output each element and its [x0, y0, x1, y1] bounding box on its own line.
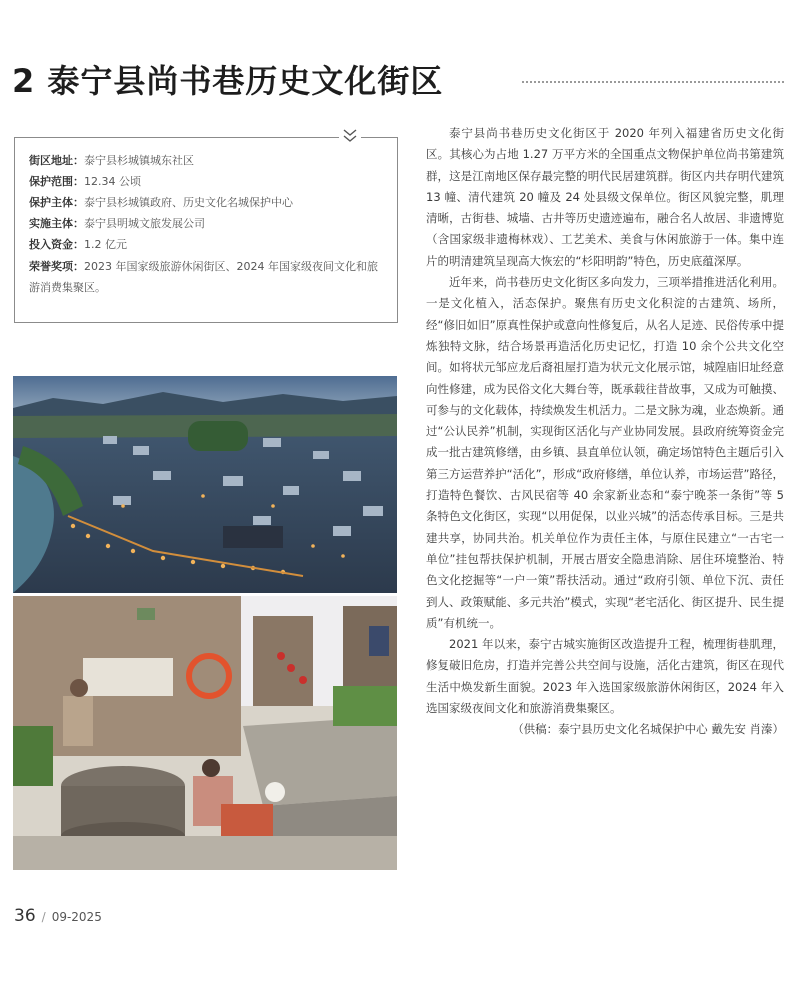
info-row-scope	[29, 175, 387, 189]
info-row-honors	[29, 256, 387, 298]
city-aerial-photo	[13, 376, 397, 593]
info-label: 荣誉奖项：	[29, 260, 84, 273]
info-label: 投入资金：	[29, 238, 84, 251]
info-list	[29, 154, 387, 305]
info-value: 12.34 公顷	[84, 175, 141, 188]
info-value: 1.2 亿元	[84, 238, 127, 251]
info-label: 保护主体：	[29, 196, 84, 209]
title-dotted-rule	[522, 81, 784, 83]
footer-separator: /	[41, 910, 46, 924]
info-label: 街区地址：	[29, 154, 84, 167]
article-paragraph: 近年来，尚书巷历史文化街区多向发力，三项举措推进活化利用。一是文化植入，活态保护。聚焦有历史文化积淀的古建筑、场所，经“修旧如旧”原真性保护或意向性修复后，从名人足迹、民俗传承中提炼独特文脉，结合场景再造活化历史记忆，打造 10 余个公共文化空间。如将状元邹应龙后裔祖屋打造为状元文化展示馆，城隍庙旧址经意向性修建，成为民俗文化大舞台等，既承载往昔故事，又成为可触摸、可参与的文化载体，持续焕发生机活力。二是文脉为魂，业态焕新。通过“公认民养”机制，实现街区活化与产业协同发展。县政府统筹资金完成一批古建筑修缮，由乡镇、县直单位认领，确定场馆特色主题后引入第三方运营养护“活化”，形成“政府修缮，单位认养，市场运营”路径，打造特色餐饮、古风民宿等 40 余家新业态和“泰宁晚茶一条街”等 5 条特色文化街区，实现“以用促保，以业兴城”的活态传承目标。三是共建共享，协同共治。机关单位作为责任主体，与原住民建立“一古宅一单位”挂包帮扶保护机制，开展古厝安全隐患消除、居住环境整治、特色文化挖掘等“一户一策”帮扶活动。通过“政府引领、单位下沉、责任到人、政策赋能、多元共治”模式，实现“老宅活化、街区提升、民生提质”有机统一。	[426, 275, 784, 630]
info-value: 泰宁县明城文旅发展公司	[84, 217, 205, 230]
page-footer	[14, 906, 102, 926]
info-value: 泰宁县杉城镇政府、历史文化名城保护中心	[84, 196, 293, 209]
issue-label: 09-2025	[51, 910, 102, 924]
info-row-investment	[29, 238, 387, 252]
article-paragraph: 泰宁县尚书巷历史文化街区于 2020 年列入福建省历史文化街区。其核心为占地 1.27 万平方米的全国重点文物保护单位尚书第建筑群，这是江南地区保存最完整的明代民居建筑群。街区内共存明代建筑 13 幢、清代建筑 20 幢及 24 处县级文保单位。街区风貌完整，肌理清晰，古街巷、城墙、古井等历史遗迹遍布，融合名人故居、非遗博览（含国家级非遗梅林戏）、工艺美术、美食与休闲旅游于一体。集中连片的明清建筑呈现高大恢宏的“杉阳明韵”特色，历史底蕴深厚。	[426, 126, 784, 268]
page-number: 36	[14, 906, 36, 926]
info-value: 泰宁县杉城镇城东社区	[84, 154, 194, 167]
article-paragraph: 2021 年以来，泰宁古城实施街区改造提升工程，梳理街巷肌理，修复破旧危房，打造并完善公共空间与设施，活化古建筑，街区在现代生活中焕发新生面貌。2023 年入选国家级旅游休闲街区，2024 年入选国家级夜间文化和旅游消费集聚区。	[426, 637, 784, 716]
info-row-implementer	[29, 217, 387, 231]
info-box	[14, 137, 398, 323]
double-chevron-down-icon	[339, 128, 361, 146]
info-label: 实施主体：	[29, 217, 84, 230]
article-body	[426, 123, 784, 741]
street-well-photo	[13, 596, 397, 870]
article-credit: （供稿：泰宁县历史文化名城保护中心 戴先安 肖溱）	[512, 722, 784, 737]
page-title: 2 泰宁县尚书巷历史文化街区	[12, 62, 444, 100]
info-value: 2023 年国家级旅游休闲街区、2024 年国家级夜间文化和旅游消费集聚区。	[29, 260, 378, 294]
info-row-protector	[29, 196, 387, 210]
info-row-address	[29, 154, 387, 168]
info-label: 保护范围：	[29, 175, 84, 188]
